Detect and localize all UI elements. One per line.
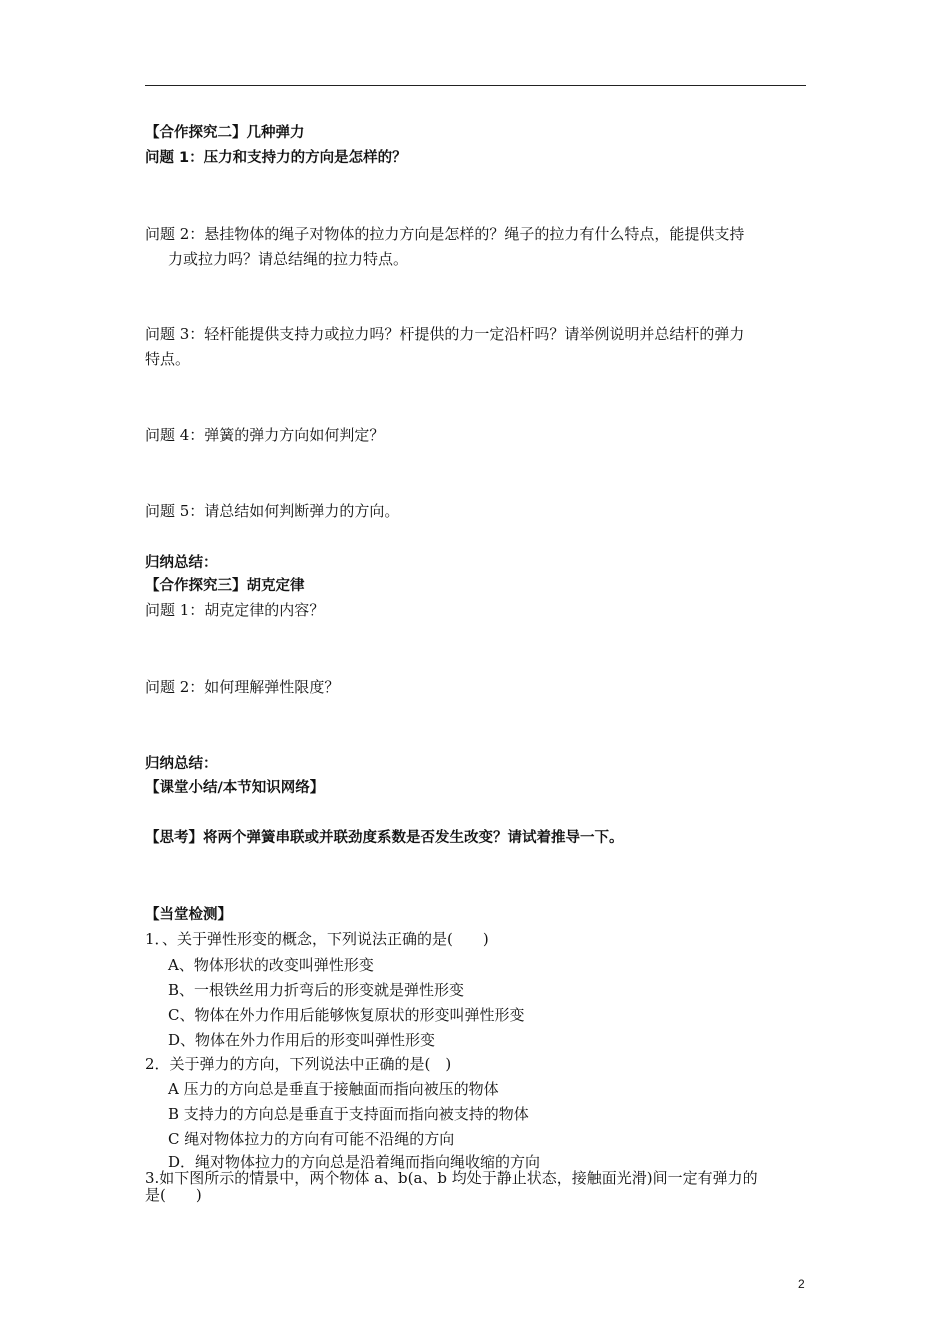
section2-question-1: 问题 1：压力和支持力的方向是怎样的？ — [145, 150, 407, 166]
section2-heading: 【合作探究二】几种弹力 — [145, 125, 305, 141]
check-question-3-line2: 是( ) — [145, 1186, 202, 1204]
check-question-1-option-d: D、物体在外力作用后的形变叫弹性形变 — [168, 1031, 436, 1049]
section3-question-1: 问题 1：胡克定律的内容？ — [145, 601, 325, 619]
section2-question-5: 问题 5：请总结如何判断弹力的方向。 — [145, 502, 400, 520]
check-question-2-option-a: A 压力的方向总是垂直于接触面而指向被压的物体 — [168, 1080, 499, 1098]
header-rule — [145, 85, 806, 86]
check-question-1-option-c: C、物体在外力作用后能够恢复原状的形变叫弹性形变 — [168, 1006, 525, 1024]
think-question: 【思考】将两个弹簧串联或并联劲度系数是否发生改变？请试着推导一下。 — [145, 830, 624, 846]
check-question-2-option-b: B 支持力的方向总是垂直于支持面而指向被支持的物体 — [168, 1105, 529, 1123]
check-question-1-stem: 1．、关于弹性形变的概念，下列说法正确的是( ) — [145, 930, 489, 948]
section3-question-2: 问题 2：如何理解弹性限度？ — [145, 678, 340, 696]
check-question-2-option-d: D．绳对物体拉力的方向总是沿着绳而指向绳收缩的方向 — [168, 1153, 541, 1171]
section2-question-3-line1: 问题 3：轻杆能提供支持力或拉力吗？杆提供的力一定沿杆吗？请举例说明并总结杆的弹力 — [145, 325, 745, 343]
check-question-1-option-a: A、物体形状的改变叫弹性形变 — [168, 956, 374, 974]
check-question-3-line1: 3.如下图所示的情景中，两个物体 a、b(a、b 均处于静止状态，接触面光滑)间一定有弹力的 — [145, 1169, 758, 1187]
check-question-1-option-b: B、一根铁丝用力折弯后的形变就是弹性形变 — [168, 981, 465, 999]
page-number: 2 — [798, 1277, 805, 1291]
section2-summary: 归纳总结： — [145, 555, 218, 571]
check-question-2-stem: 2．关于弹力的方向，下列说法中正确的是( ) — [145, 1055, 452, 1073]
section2-question-3-line2: 特点。 — [145, 350, 191, 368]
check-question-2-option-c: C 绳对物体拉力的方向有可能不沿绳的方向 — [168, 1130, 455, 1148]
section3-summary: 归纳总结： — [145, 756, 218, 772]
lesson-summary-heading: 【课堂小结/本节知识网络】 — [145, 780, 325, 796]
section2-question-2-line2: 力或拉力吗？请总结绳的拉力特点。 — [168, 250, 409, 268]
check-heading: 【当堂检测】 — [145, 907, 232, 923]
section3-heading: 【合作探究三】胡克定律 — [145, 578, 305, 594]
section2-question-4: 问题 4：弹簧的弹力方向如何判定？ — [145, 426, 385, 444]
section2-question-2-line1: 问题 2：悬挂物体的绳子对物体的拉力方向是怎样的？绳子的拉力有什么特点，能提供支持 — [145, 225, 745, 243]
